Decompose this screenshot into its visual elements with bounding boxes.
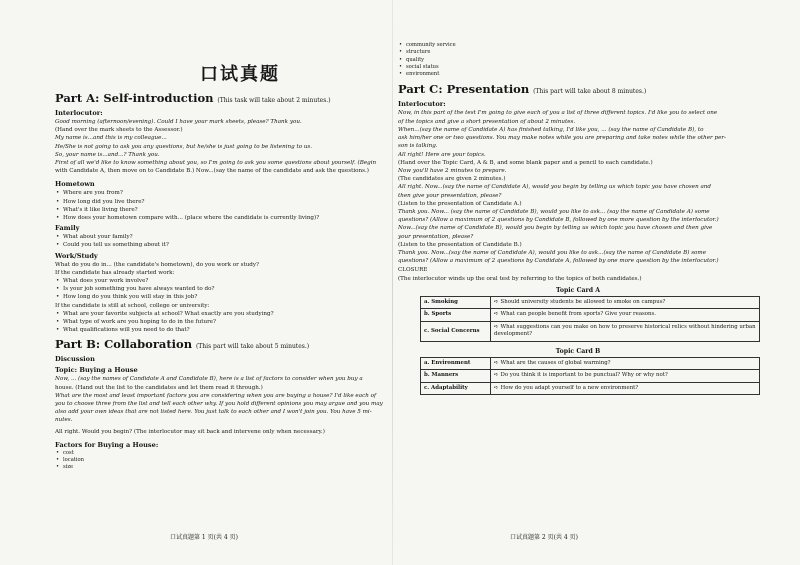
script-line: Thank you. Now... (say the name of Candidate B), would you like to ask... (say the name of Candidate A) some [398,208,710,215]
script-line: Now, ... (say the names of Candidate A and Candidate B), here is a list of factors to consider when you buy a [55,376,363,383]
list-item: • How long did you live there? [55,198,385,206]
question-text: What are the causes of global warming? [500,359,611,366]
arrow-icon: ➪ [494,311,499,318]
table-row [421,382,760,395]
script-line: ask him/her one or two questions. You may make notes while you are preparing and take notes while the other per- [398,135,726,142]
script-line: So, your name is...and...? Thank you. [55,151,160,158]
closure-text: (The interlocutor winds up the oral test by referring to the topics of both candidates.) [398,275,642,282]
arrow-icon: ➪ [494,384,499,391]
topic-heading: Topic: Buying a House [55,366,138,375]
question-text: Do you think it is important to be punctual? Why or why not? [500,372,668,379]
factors-list [55,450,385,472]
list-item: • social status [398,64,758,71]
topic-question [491,357,760,370]
table-row [421,370,760,383]
script-line: (The candidates are given 2 minutes.) [398,176,506,183]
part-c-note: (This part will take about 8 minutes.) [533,88,647,96]
topic-card-a-title: Topic Card A [555,286,601,294]
script-line: All right! Here are your topics. [398,151,486,158]
script-line: Now, in this part of the test I'm going to give each of you a list of three different topics. I'd like you to select one [398,110,718,117]
work-intro: What do you do in... (the candidate's hometown), do you work or study? [55,261,260,268]
work-questions [55,277,385,302]
question-text: Should university students be allowed to smoke on campus? [500,298,666,305]
script-line: questions? (Allow a maximum of 2 questions by Candidate B, followed by one more question by the interlocutor.) [398,217,719,224]
question-text: What can people benefit from sports? Give your reasons. [500,311,656,318]
study-questions [55,310,385,335]
topic-question [491,321,760,341]
script-line: He/She is not going to ask you any questions, but he/she is just going to be listening to us. [55,143,313,150]
topic-name: c. Adaptability [421,382,491,395]
topic-card-b-title: Topic Card B [555,347,601,355]
script-line: (Hand over the Topic Card, A & B, and some blank paper and a pencil to each candidate.) [398,159,653,166]
script-line: What are the most and least important factors you are considering when you are buying a house? I'd like each of [55,392,377,399]
page-fold [392,0,393,565]
question-text: What suggestions can you make on how to preserve historical relics without hindering urban development? [494,323,756,338]
script-line: (Hand over the mark sheets to the Assessor.) [55,127,183,134]
script-line: All right. Now...(say the name of Candidate A), would you begin by telling us which topic you have chosen and [398,184,711,191]
right-page [398,42,758,395]
part-b-heading [55,338,385,353]
list-item: • What type of work are you hoping to do in the future? [55,318,385,326]
part-c-script [398,109,758,265]
topic-question [491,370,760,383]
script-line: nutes. [55,417,73,424]
left-footer: 口试真题第 1 页(共 4 页) [170,534,238,541]
closure-heading: CLOSURE [398,267,428,274]
list-item: • What about your family? [55,233,385,241]
list-item: • Could you tell us something about it? [55,241,385,249]
script-line: you to choose three from the list and tell each other why. If you hold different opinions you may argue and you may [55,401,383,408]
table-row [421,296,760,309]
page-title: 口试真题 [200,64,280,85]
topic-name: a. Smoking [421,296,491,309]
part-a-note: (This task will take about 2 minutes.) [217,97,331,104]
script-line: house. (Hand out the list to the candidates and let them read it through.) [55,384,263,391]
list-item: • Is your job something you have always wanted to do? [55,285,385,293]
part-c-title: Part C: Presentation [398,82,530,97]
script-line: of the topics and give a short presentation of about 2 minutes. [398,118,576,125]
script-line: My name is...and this is my colleague... [55,135,167,142]
list-item: • size [55,464,385,471]
part-a-title: Part A: Self-introduction [55,91,214,105]
table-row [421,309,760,322]
left-page [55,60,385,472]
list-item: • What does your work involve? [55,277,385,285]
factors-heading: Factors for Buying a House: [55,440,159,449]
part-c-heading [398,83,758,98]
begin-instruction: All right. Would you begin? (The interlocutor may sit back and intervene only when necessary.) [55,428,325,435]
script-line: Good morning (afternoon/evening). Could I have your mark sheets, please? Thank you. [55,119,302,125]
interlocutor-label-c: Interlocutor: [398,100,446,109]
topic-card-b [420,357,760,396]
arrow-icon: ➪ [494,298,499,305]
script-line: (Listen to the presentation of Candidate A.) [398,200,522,207]
topic-name: b. Sports [421,309,491,322]
script-line: then give your presentation, please? [398,192,502,199]
script-line: First of all we'd like to know something about you, so I'm going to ask you some questions about yourself. (Begin [55,160,377,167]
part-a-heading [55,92,385,107]
study-condition: If the candidate is still at school, college or university: [55,302,210,309]
discussion-heading: Discussion [55,355,95,364]
arrow-icon: ➪ [494,323,499,330]
topic-question [491,296,760,309]
work-condition: If the candidate has already started work: [55,269,175,276]
script-line: Now...(say the name of Candidate B), would you begin by telling us which topic you have chosen and then give [398,225,713,232]
script-line: Thank you. Now...(say the name of Candidate A), would you like to ask...(say the name of Candidate B) some [398,249,707,256]
part-b-title: Part B: Collaboration [55,337,193,352]
list-item: • quality [398,57,758,64]
topic-question [491,309,760,322]
arrow-icon: ➪ [494,359,499,366]
topic-question [491,382,760,395]
script-line: with Candidate A, then move on to Candidate B.) Now...(say the name of the candidate and ask the questions.) [55,168,369,175]
list-item: • community service [398,42,758,49]
script-line: son is talking. [398,143,438,150]
list-item: • What are your favorite subjects at school? What exactly are you studying? [55,310,385,318]
script-line: (Listen to the presentation of Candidate B.) [398,241,522,248]
part-b-script [55,375,385,424]
arrow-icon: ➪ [494,372,499,379]
list-item: • What qualifications will you need to do that? [55,326,385,334]
topic-name: c. Social Concerns [421,321,491,341]
list-item: • environment [398,71,758,78]
script-line: questions? (Allow a maximum of 2 questions by Candidate A, followed by one more question by the interlocutor.) [398,258,719,265]
script-line: When...(say the name of Candidate A) has finished talking, I'd like you, ... (say the name of Candidate B), to [398,126,704,133]
right-footer: 口试真题第 2 页(共 4 页) [510,534,578,541]
interlocutor-label: Interlocutor: [55,109,103,117]
table-row [421,357,760,370]
topic-name: b. Manners [421,370,491,383]
list-item: • What's it like living there? [55,206,385,214]
part-a-script [55,118,385,175]
factors-list-continued [398,42,758,78]
part-b-note: (This part will take about 5 minutes.) [195,343,310,351]
hometown-heading: Hometown [55,180,95,189]
script-line: your presentation, please? [398,233,474,240]
work-heading: Work/Study [55,251,98,260]
script-line: Now you'll have 2 minutes to prepare. [398,167,507,174]
list-item: • Where are you from? [55,189,385,197]
list-item: • How long do you think you will stay in this job? [55,293,385,301]
topic-card-a [420,296,760,342]
question-text: How do you adapt yourself to a new environment? [500,384,639,391]
list-item: • structure [398,49,758,56]
family-heading: Family [55,224,80,233]
script-line: also add your own ideas that are not listed here. You just talk to each other and I won't join you. You have 5 mi- [55,409,372,416]
list-item: • How does your hometown compare with... (place where the candidate is currently living)? [55,214,385,222]
list-item: • cost [55,450,385,457]
topic-name: a. Environment [421,357,491,370]
family-questions [55,233,385,249]
table-row [421,321,760,341]
list-item: • location [55,457,385,464]
hometown-questions [55,189,385,222]
